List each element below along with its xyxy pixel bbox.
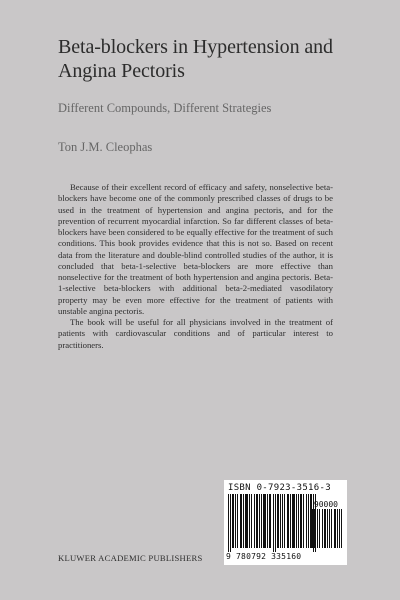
barcode-number: 9 780792 335160 [226, 552, 302, 561]
book-author: Ton J.M. Cleophas [58, 140, 153, 154]
barcode-addon-bar [317, 509, 318, 548]
barcode-addon-bar [329, 509, 330, 548]
barcode-bar [269, 494, 271, 548]
description-paragraph-1: Because of their excellent record of efficacy and safety, nonselective beta-blockers have become one of the commonly prescribed classes of drugs to be used in the treatment of hypertension and angina pectoris, and for the prevention of recurrent myocardial infarction. So far different classes of beta-blockers have been considered to be equally effective for the treatment of such conditions. This book provides evidence that this is not so. Based on recent data from the literature and double-blind controlled studies of the author, it is concluded that beta-1-selective beta-blockers are more effective than nonselective for the treatment of both hypertension and angina pectoris. Beta-1-selective beta-blockers with additional beta-2-mediated vasodilatory property may be even more effective for the treatment of patients with unstable angina pectoris. [58, 182, 333, 316]
barcode-addon-bar [314, 509, 316, 548]
barcode-price-code: 90000 [313, 500, 338, 509]
barcode-addon-bar [319, 509, 320, 548]
barcode-bar [273, 494, 274, 552]
barcode-bar [308, 494, 309, 548]
barcode-bar [303, 494, 304, 548]
barcode-addon-bar [341, 509, 342, 548]
barcode-bar [296, 494, 297, 548]
barcode-bar [237, 494, 238, 548]
book-title: Beta-blockers in Hypertension and Angina Pectoris [58, 36, 333, 82]
barcode-bar [245, 494, 248, 548]
barcode-bar [249, 494, 250, 548]
barcode-bar [235, 494, 236, 548]
barcode-bar [292, 494, 295, 548]
barcode-bar [280, 494, 281, 548]
barcode-bar [300, 494, 302, 548]
barcode-bar [306, 494, 307, 548]
barcode-bar [261, 494, 262, 548]
description-paragraph-2: The book will be useful for all physicians involved in the treatment of patients with cardiovascular conditions and of particular interest to practitioners. [58, 317, 333, 350]
barcode-bar [254, 494, 255, 548]
barcode-icon [226, 494, 345, 554]
barcode-bar [263, 494, 266, 548]
barcode-addon-bar [310, 509, 311, 548]
book-subtitle: Different Compounds, Different Strategies [58, 101, 272, 115]
barcode-bar [275, 494, 276, 552]
barcode-bar [298, 494, 299, 548]
barcode-addon-bar [312, 509, 313, 548]
barcode-addon-bar [339, 509, 340, 548]
barcode-bar [243, 494, 244, 548]
barcode-addon-bar [327, 509, 328, 548]
barcode-bar [282, 494, 283, 548]
back-cover-description [58, 182, 333, 351]
barcode-bar [277, 494, 279, 548]
barcode-bar [256, 494, 258, 548]
barcode-bar [290, 494, 291, 548]
barcode-bar [284, 494, 285, 548]
barcode-bar [251, 494, 252, 548]
barcode-bar [240, 494, 242, 548]
barcode-addon-bar [334, 509, 336, 548]
barcode-bar [267, 494, 268, 548]
barcode-addon-bar [331, 509, 332, 548]
publisher-name: KLUWER ACADEMIC PUBLISHERS [58, 553, 203, 563]
barcode-addon-bar [322, 509, 323, 548]
barcode-addon-bar [337, 509, 338, 548]
barcode-bar [230, 494, 231, 552]
isbn-label: ISBN 0-7923-3516-3 [228, 483, 331, 493]
barcode-bar [259, 494, 260, 548]
barcode-bar [232, 494, 234, 548]
barcode-bar [287, 494, 289, 548]
barcode-bar [228, 494, 229, 552]
barcode-addon-bar [324, 509, 326, 548]
